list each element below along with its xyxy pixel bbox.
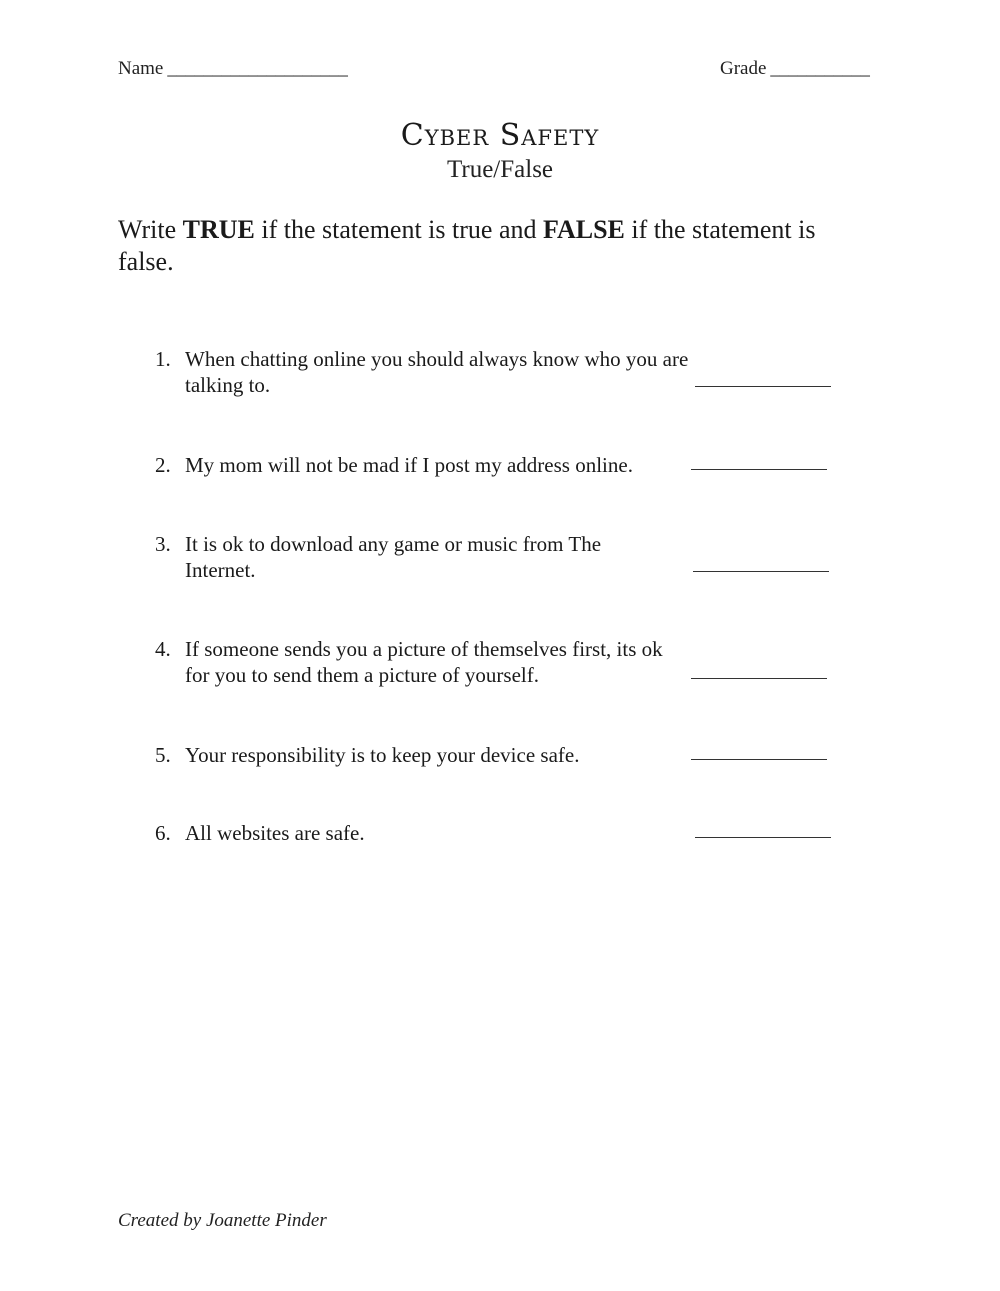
question-1	[155, 346, 695, 398]
grade-blank[interactable]: ___________	[770, 58, 870, 79]
name-field[interactable]	[118, 58, 347, 80]
question-number: 2.	[155, 453, 171, 477]
instructions	[118, 214, 858, 278]
question-text: It is ok to download any game or music from The Internet.	[185, 532, 602, 582]
question-text: Your responsibility is to keep your device safe.	[185, 743, 580, 767]
question-4	[155, 636, 665, 688]
question-5	[155, 742, 695, 768]
question-number: 3.	[155, 532, 171, 556]
question-number: 5.	[155, 743, 171, 767]
instructions-part1: Write	[118, 215, 183, 244]
grade-label: Grade	[720, 58, 767, 79]
name-label: Name	[118, 58, 164, 79]
author-credit: Created by Joanette Pinder	[118, 1210, 327, 1231]
answer-blank-1[interactable]	[695, 386, 831, 387]
page-subtitle: True/False	[446, 156, 554, 183]
answer-blank-3[interactable]	[693, 571, 829, 572]
question-text: All websites are safe.	[185, 821, 365, 845]
question-3	[155, 531, 655, 583]
answer-blank-5[interactable]	[691, 759, 827, 760]
question-number: 4.	[155, 637, 171, 661]
question-text: If someone sends you a picture of themselves first, its ok for you to send them a picture of yourself.	[185, 637, 663, 687]
question-number: 1.	[155, 347, 171, 371]
question-text: My mom will not be mad if I post my address online.	[185, 453, 633, 477]
question-2	[155, 452, 695, 478]
instructions-part3: if the statement is false.	[118, 215, 816, 276]
instructions-true-word: TRUE	[182, 215, 255, 244]
instructions-false-word: FALSE	[543, 215, 625, 244]
question-text: When chatting online you should always know who you are talking to.	[185, 347, 689, 397]
question-number: 6.	[155, 821, 171, 845]
instructions-part2: if the statement is true and	[254, 215, 543, 244]
question-6	[155, 820, 695, 846]
answer-blank-4[interactable]	[691, 678, 827, 679]
grade-field[interactable]	[720, 58, 869, 80]
answer-blank-2[interactable]	[691, 469, 827, 470]
answer-blank-6[interactable]	[695, 837, 831, 838]
page-title: Cyber Safety	[400, 118, 600, 153]
name-blank[interactable]: ____________________	[167, 58, 348, 79]
